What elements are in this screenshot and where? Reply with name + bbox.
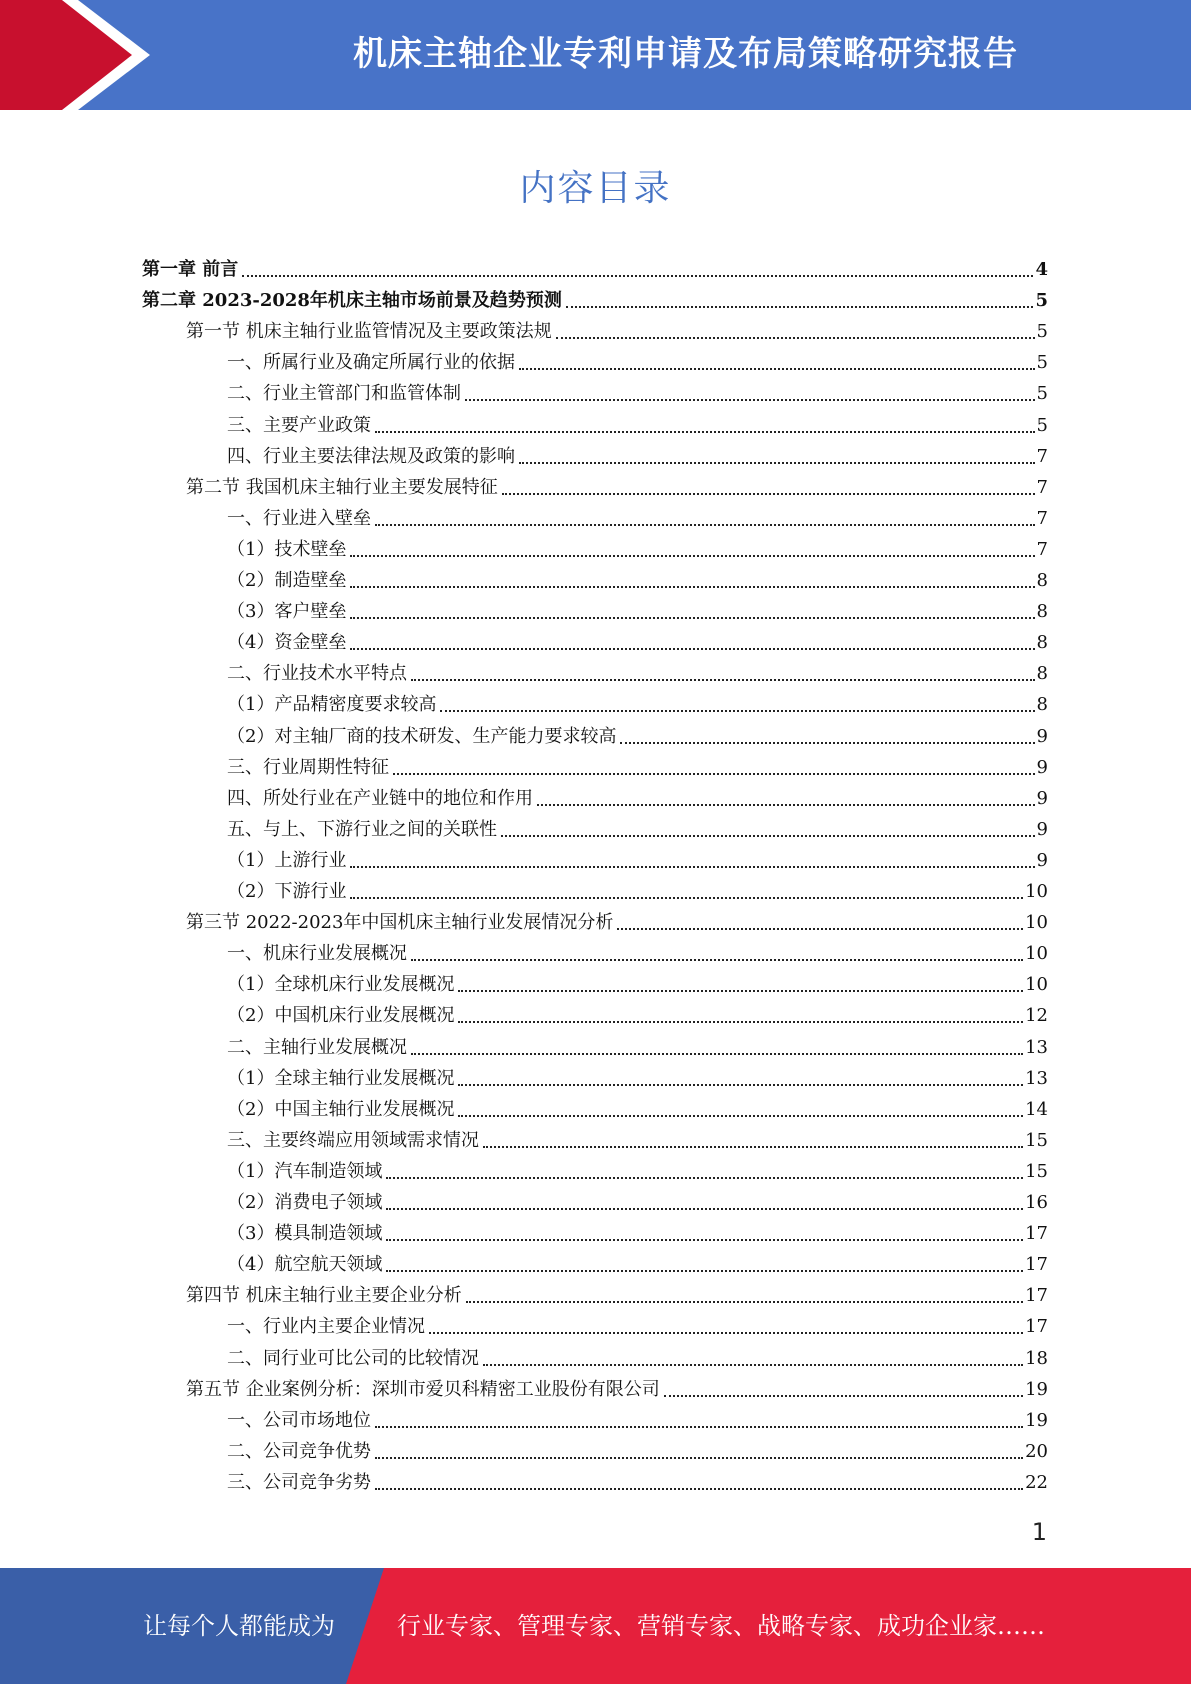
toc-entry-label: （2）中国机床行业发展概况: [227, 1005, 455, 1026]
toc-entry[interactable]: [227, 1000, 1048, 1031]
toc-entry-label: 第二节 我国机床主轴行业主要发展特征: [186, 477, 498, 498]
toc-entry[interactable]: [227, 721, 1048, 752]
toc-entry-label: 三、行业周期性特征: [227, 757, 389, 778]
toc-entry[interactable]: [227, 969, 1048, 1000]
toc-entry-page: 4: [1035, 259, 1048, 280]
toc-entry[interactable]: [227, 845, 1048, 876]
toc-dot-leader: [483, 1364, 1023, 1366]
toc-dot-leader: [350, 897, 1023, 899]
toc-dot-leader: [566, 306, 1034, 308]
toc-entry-page: 8: [1036, 663, 1048, 684]
toc-entry-label: （4）航空航天领域: [227, 1254, 383, 1275]
toc-entry-label: 二、公司竞争优势: [227, 1441, 371, 1462]
toc-entry[interactable]: [227, 1436, 1048, 1467]
toc-entry[interactable]: [227, 1032, 1048, 1063]
toc-entry-page: 14: [1025, 1099, 1048, 1120]
toc-entry[interactable]: [227, 565, 1048, 596]
toc-dot-leader: [458, 1021, 1023, 1023]
toc-entry-label: 二、主轴行业发展概况: [227, 1037, 407, 1058]
toc-entry[interactable]: [227, 1311, 1048, 1342]
toc-entry-label: 一、所属行业及确定所属行业的依据: [227, 352, 515, 373]
toc-entry-page: 17: [1025, 1285, 1048, 1306]
toc-entry[interactable]: [227, 596, 1048, 627]
toc-entry[interactable]: [227, 658, 1048, 689]
toc-entry[interactable]: [227, 627, 1048, 658]
toc-entry-page: 10: [1025, 974, 1048, 995]
toc-entry[interactable]: [227, 1063, 1048, 1094]
toc-entry-label: 四、行业主要法律法规及政策的影响: [227, 446, 515, 467]
toc-entry[interactable]: [227, 876, 1048, 907]
toc-entry[interactable]: [227, 689, 1048, 720]
footer-slogan-left: 让每个人都能成为: [143, 1612, 335, 1640]
toc-dot-leader: [664, 1395, 1023, 1397]
toc-dot-leader: [386, 1177, 1023, 1179]
toc-entry-page: 7: [1036, 477, 1048, 498]
toc-entry-page: 16: [1025, 1192, 1048, 1213]
toc-dot-leader: [458, 1084, 1023, 1086]
toc-entry-label: 五、与上、下游行业之间的关联性: [227, 819, 497, 840]
toc-entry-page: 5: [1035, 290, 1048, 311]
toc-entry-page: 13: [1025, 1037, 1048, 1058]
toc-entry-page: 7: [1036, 446, 1048, 467]
toc-entry-page: 8: [1036, 570, 1048, 591]
toc-entry[interactable]: [227, 1467, 1048, 1498]
toc-entry-page: 9: [1036, 850, 1048, 871]
toc-entry-label: 四、所处行业在产业链中的地位和作用: [227, 788, 533, 809]
toc-dot-leader: [466, 1301, 1023, 1303]
toc-dot-leader: [350, 555, 1034, 557]
toc-dot-leader: [440, 710, 1034, 712]
toc-dot-leader: [375, 1426, 1023, 1428]
toc-entry-label: （1）产品精密度要求较高: [227, 694, 437, 715]
toc-entry-label: （1）汽车制造领域: [227, 1161, 383, 1182]
toc-entry-page: 15: [1025, 1161, 1048, 1182]
toc-dot-leader: [375, 524, 1035, 526]
toc-entry-page: 19: [1025, 1379, 1048, 1400]
toc-entry[interactable]: [186, 316, 1048, 347]
toc-entry-label: 二、行业主管部门和监管体制: [227, 383, 461, 404]
toc-entry[interactable]: [227, 752, 1048, 783]
toc-entry-label: 第四节 机床主轴行业主要企业分析: [186, 1285, 462, 1306]
toc-dot-leader: [556, 337, 1035, 339]
toc-entry[interactable]: [227, 1218, 1048, 1249]
toc-dot-leader: [429, 1332, 1023, 1334]
toc-entry-page: 8: [1036, 694, 1048, 715]
toc-entry-page: 19: [1025, 1410, 1048, 1431]
toc-dot-leader: [386, 1270, 1023, 1272]
toc-dot-leader: [519, 368, 1035, 370]
toc-dot-leader: [411, 1053, 1023, 1055]
toc-dot-leader: [393, 773, 1035, 775]
toc-entry-page: 17: [1025, 1254, 1048, 1275]
toc-entry[interactable]: [142, 285, 1048, 316]
toc-entry[interactable]: [227, 938, 1048, 969]
toc-dot-leader: [537, 804, 1035, 806]
toc-entry[interactable]: [227, 1343, 1048, 1374]
toc-entry-label: （2）消费电子领域: [227, 1192, 383, 1213]
toc-entry-label: 第一章 前言: [142, 259, 239, 280]
toc-entry-label: 二、行业技术水平特点: [227, 663, 407, 684]
toc-dot-leader: [375, 1488, 1023, 1490]
toc-dot-leader: [465, 399, 1035, 401]
footer-banner: [0, 1568, 1191, 1684]
toc-entry-page: 20: [1025, 1441, 1048, 1462]
toc-dot-leader: [617, 928, 1023, 930]
toc-entry-label: （1）上游行业: [227, 850, 347, 871]
toc-entry-label: 一、行业内主要企业情况: [227, 1316, 425, 1337]
toc-entry-page: 9: [1036, 788, 1048, 809]
toc-entry[interactable]: [186, 907, 1048, 938]
toc-entry-page: 5: [1036, 383, 1048, 404]
toc-entry-page: 12: [1025, 1005, 1048, 1026]
toc-entry-page: 10: [1025, 881, 1048, 902]
toc-entry[interactable]: [227, 534, 1048, 565]
toc-dot-leader: [458, 990, 1023, 992]
report-title: 机床主轴企业专利申请及布局策略研究报告: [353, 34, 1018, 74]
toc-dot-leader: [375, 1457, 1023, 1459]
toc-entry[interactable]: [227, 441, 1048, 472]
toc-dot-leader: [375, 431, 1035, 433]
toc-entry-label: （2）制造壁垒: [227, 570, 347, 591]
toc-entry[interactable]: [227, 503, 1048, 534]
toc-entry-label: 第二章 2023-2028年机床主轴市场前景及趋势预测: [142, 290, 562, 311]
toc-dot-leader: [458, 1115, 1023, 1117]
toc-entry-label: （2）下游行业: [227, 881, 347, 902]
toc-entry-page: 10: [1025, 912, 1048, 933]
toc-entry-page: 5: [1036, 415, 1048, 436]
toc-entry-page: 8: [1036, 632, 1048, 653]
toc-dot-leader: [386, 1208, 1023, 1210]
toc-entry-label: 第五节 企业案例分析：深圳市爱贝科精密工业股份有限公司: [186, 1379, 660, 1400]
toc-entry-page: 17: [1025, 1316, 1048, 1337]
toc-entry-page: 22: [1025, 1472, 1048, 1493]
toc-entry-page: 9: [1036, 757, 1048, 778]
toc-dot-leader: [350, 586, 1034, 588]
toc-dot-leader: [411, 679, 1035, 681]
toc-entry[interactable]: [227, 1187, 1048, 1218]
toc-dot-leader: [483, 1146, 1023, 1148]
toc-entry-label: 三、公司竞争劣势: [227, 1472, 371, 1493]
toc-entry[interactable]: [227, 378, 1048, 409]
toc-entry-page: 7: [1036, 539, 1048, 560]
toc-entry-label: 第三节 2022-2023年中国机床主轴行业发展情况分析: [186, 912, 614, 933]
toc-entry[interactable]: [227, 1125, 1048, 1156]
toc-dot-leader: [519, 462, 1035, 464]
toc-entry-page: 15: [1025, 1130, 1048, 1151]
toc-entry[interactable]: [186, 1374, 1048, 1405]
footer-slogan-right: 行业专家、管理专家、营销专家、战略专家、成功企业家……: [397, 1612, 1045, 1640]
toc-dot-leader: [386, 1239, 1023, 1241]
toc-entry-label: （4）资金壁垒: [227, 632, 347, 653]
toc-entry[interactable]: [227, 783, 1048, 814]
toc-entry[interactable]: [227, 1156, 1048, 1187]
toc-entry[interactable]: [227, 1249, 1048, 1280]
toc-entry-label: （2）中国主轴行业发展概况: [227, 1099, 455, 1120]
toc-entry[interactable]: [227, 1094, 1048, 1125]
toc-entry-label: 第一节 机床主轴行业监管情况及主要政策法规: [186, 321, 552, 342]
toc-dot-leader: [350, 617, 1034, 619]
toc-entry[interactable]: [227, 814, 1048, 845]
toc-entry-label: （1）技术壁垒: [227, 539, 347, 560]
toc-entry-page: 18: [1025, 1348, 1048, 1369]
toc-entry[interactable]: [142, 254, 1048, 285]
toc-entry-label: 一、行业进入壁垒: [227, 508, 371, 529]
toc-entry-page: 9: [1036, 726, 1048, 747]
toc-entry-page: 8: [1036, 601, 1048, 622]
toc-entry-page: 13: [1025, 1068, 1048, 1089]
toc-entry-page: 5: [1036, 352, 1048, 373]
toc-entry-label: （3）模具制造领域: [227, 1223, 383, 1244]
toc-dot-leader: [502, 493, 1035, 495]
toc-entry-label: 三、主要终端应用领域需求情况: [227, 1130, 479, 1151]
toc-entry-label: （2）对主轴厂商的技术研发、生产能力要求较高: [227, 726, 617, 747]
toc-entry-label: 二、同行业可比公司的比较情况: [227, 1348, 479, 1369]
toc-dot-leader: [620, 742, 1034, 744]
toc-entry-label: （1）全球主轴行业发展概况: [227, 1068, 455, 1089]
toc-entry[interactable]: [227, 1405, 1048, 1436]
toc-entry-page: 10: [1025, 943, 1048, 964]
toc-dot-leader: [350, 648, 1034, 650]
toc-dot-leader: [501, 835, 1035, 837]
toc-entry[interactable]: [186, 472, 1048, 503]
toc-entry[interactable]: [186, 1280, 1048, 1311]
toc-heading: 内容目录: [519, 168, 672, 209]
toc-entry-page: 7: [1036, 508, 1048, 529]
toc-entry-label: （1）全球机床行业发展概况: [227, 974, 455, 995]
toc-dot-leader: [411, 959, 1023, 961]
toc-entry-label: （3）客户壁垒: [227, 601, 347, 622]
toc-entry-label: 三、主要产业政策: [227, 415, 371, 436]
toc-dot-leader: [242, 275, 1033, 277]
header-banner: [0, 0, 1191, 110]
toc-entry-label: 一、公司市场地位: [227, 1410, 371, 1431]
toc-entry-page: 17: [1025, 1223, 1048, 1244]
toc-entry-label: 一、机床行业发展概况: [227, 943, 407, 964]
toc-dot-leader: [350, 866, 1034, 868]
toc-entry-page: 9: [1036, 819, 1048, 840]
toc-entry[interactable]: [227, 410, 1048, 441]
toc-entry[interactable]: [227, 347, 1048, 378]
toc-entry-page: 5: [1036, 321, 1048, 342]
page-number: 1: [1031, 1518, 1047, 1546]
